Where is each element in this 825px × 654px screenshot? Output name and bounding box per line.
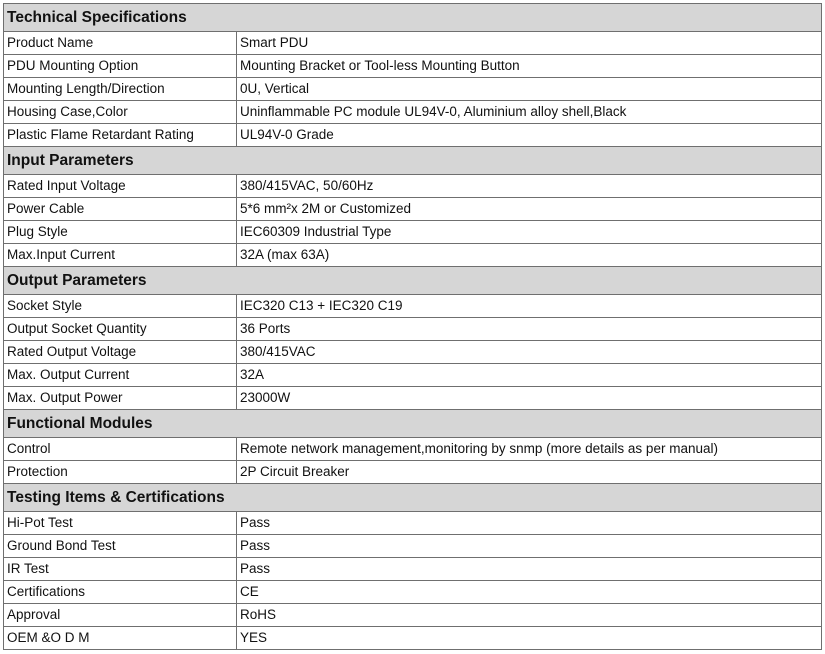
table-row <box>4 78 822 101</box>
table-row <box>4 535 822 558</box>
table-row <box>4 461 822 484</box>
spec-value: 380/415VAC <box>237 341 822 364</box>
spec-label: Mounting Length/Direction <box>4 78 237 101</box>
spec-value: 23000W <box>237 387 822 410</box>
spec-label: Rated Input Voltage <box>4 175 237 198</box>
spec-value: Remote network management,monitoring by snmp (more details as per manual) <box>237 438 822 461</box>
table-row <box>4 627 822 650</box>
spec-value: IEC60309 Industrial Type <box>237 221 822 244</box>
spec-value: YES <box>237 627 822 650</box>
table-row <box>4 364 822 387</box>
spec-value: 380/415VAC, 50/60Hz <box>237 175 822 198</box>
spec-label: Max. Output Current <box>4 364 237 387</box>
spec-label: Plastic Flame Retardant Rating <box>4 124 237 147</box>
spec-value: 36 Ports <box>237 318 822 341</box>
spec-value: Pass <box>237 558 822 581</box>
spec-label: Max. Output Power <box>4 387 237 410</box>
spec-value: IEC320 C13 + IEC320 C19 <box>237 295 822 318</box>
table-row <box>4 341 822 364</box>
spec-value: Uninflammable PC module UL94V-0, Aluminium alloy shell,Black <box>237 101 822 124</box>
spec-value: Pass <box>237 512 822 535</box>
table-row <box>4 318 822 341</box>
spec-value: Mounting Bracket or Tool-less Mounting Button <box>237 55 822 78</box>
spec-value: 0U, Vertical <box>237 78 822 101</box>
table-row <box>4 604 822 627</box>
section-title: Functional Modules <box>4 410 822 438</box>
spec-label: Hi-Pot Test <box>4 512 237 535</box>
spec-label: Product Name <box>4 32 237 55</box>
spec-value: 32A (max 63A) <box>237 244 822 267</box>
table-row <box>4 32 822 55</box>
section-header-row <box>4 4 822 32</box>
spec-label: Certifications <box>4 581 237 604</box>
table-row <box>4 244 822 267</box>
spec-value: CE <box>237 581 822 604</box>
spec-label: Housing Case,Color <box>4 101 237 124</box>
spec-table-body <box>4 4 822 650</box>
table-row <box>4 512 822 535</box>
spec-label: Socket Style <box>4 295 237 318</box>
spec-label: Control <box>4 438 237 461</box>
spec-table <box>3 3 822 650</box>
table-row <box>4 295 822 318</box>
section-title: Output Parameters <box>4 267 822 295</box>
spec-label: Approval <box>4 604 237 627</box>
table-row <box>4 101 822 124</box>
section-header-row <box>4 147 822 175</box>
table-row <box>4 221 822 244</box>
spec-value: Smart PDU <box>237 32 822 55</box>
section-header-row <box>4 484 822 512</box>
spec-value: RoHS <box>237 604 822 627</box>
table-row <box>4 124 822 147</box>
section-title: Technical Specifications <box>4 4 822 32</box>
table-row <box>4 438 822 461</box>
section-title: Testing Items & Certifications <box>4 484 822 512</box>
spec-label: Ground Bond Test <box>4 535 237 558</box>
spec-label: Rated Output Voltage <box>4 341 237 364</box>
spec-label: Output Socket Quantity <box>4 318 237 341</box>
section-header-row <box>4 410 822 438</box>
spec-label: Protection <box>4 461 237 484</box>
table-row <box>4 581 822 604</box>
spec-label: PDU Mounting Option <box>4 55 237 78</box>
spec-value: 32A <box>237 364 822 387</box>
table-row <box>4 198 822 221</box>
table-row <box>4 175 822 198</box>
section-header-row <box>4 267 822 295</box>
table-row <box>4 387 822 410</box>
spec-value: 2P Circuit Breaker <box>237 461 822 484</box>
table-row <box>4 55 822 78</box>
spec-label: Max.Input Current <box>4 244 237 267</box>
spec-label: OEM &O D M <box>4 627 237 650</box>
spec-label: IR Test <box>4 558 237 581</box>
section-title: Input Parameters <box>4 147 822 175</box>
spec-value: 5*6 mm²x 2M or Customized <box>237 198 822 221</box>
table-row <box>4 558 822 581</box>
spec-label: Plug Style <box>4 221 237 244</box>
spec-value: Pass <box>237 535 822 558</box>
spec-label: Power Cable <box>4 198 237 221</box>
spec-value: UL94V-0 Grade <box>237 124 822 147</box>
